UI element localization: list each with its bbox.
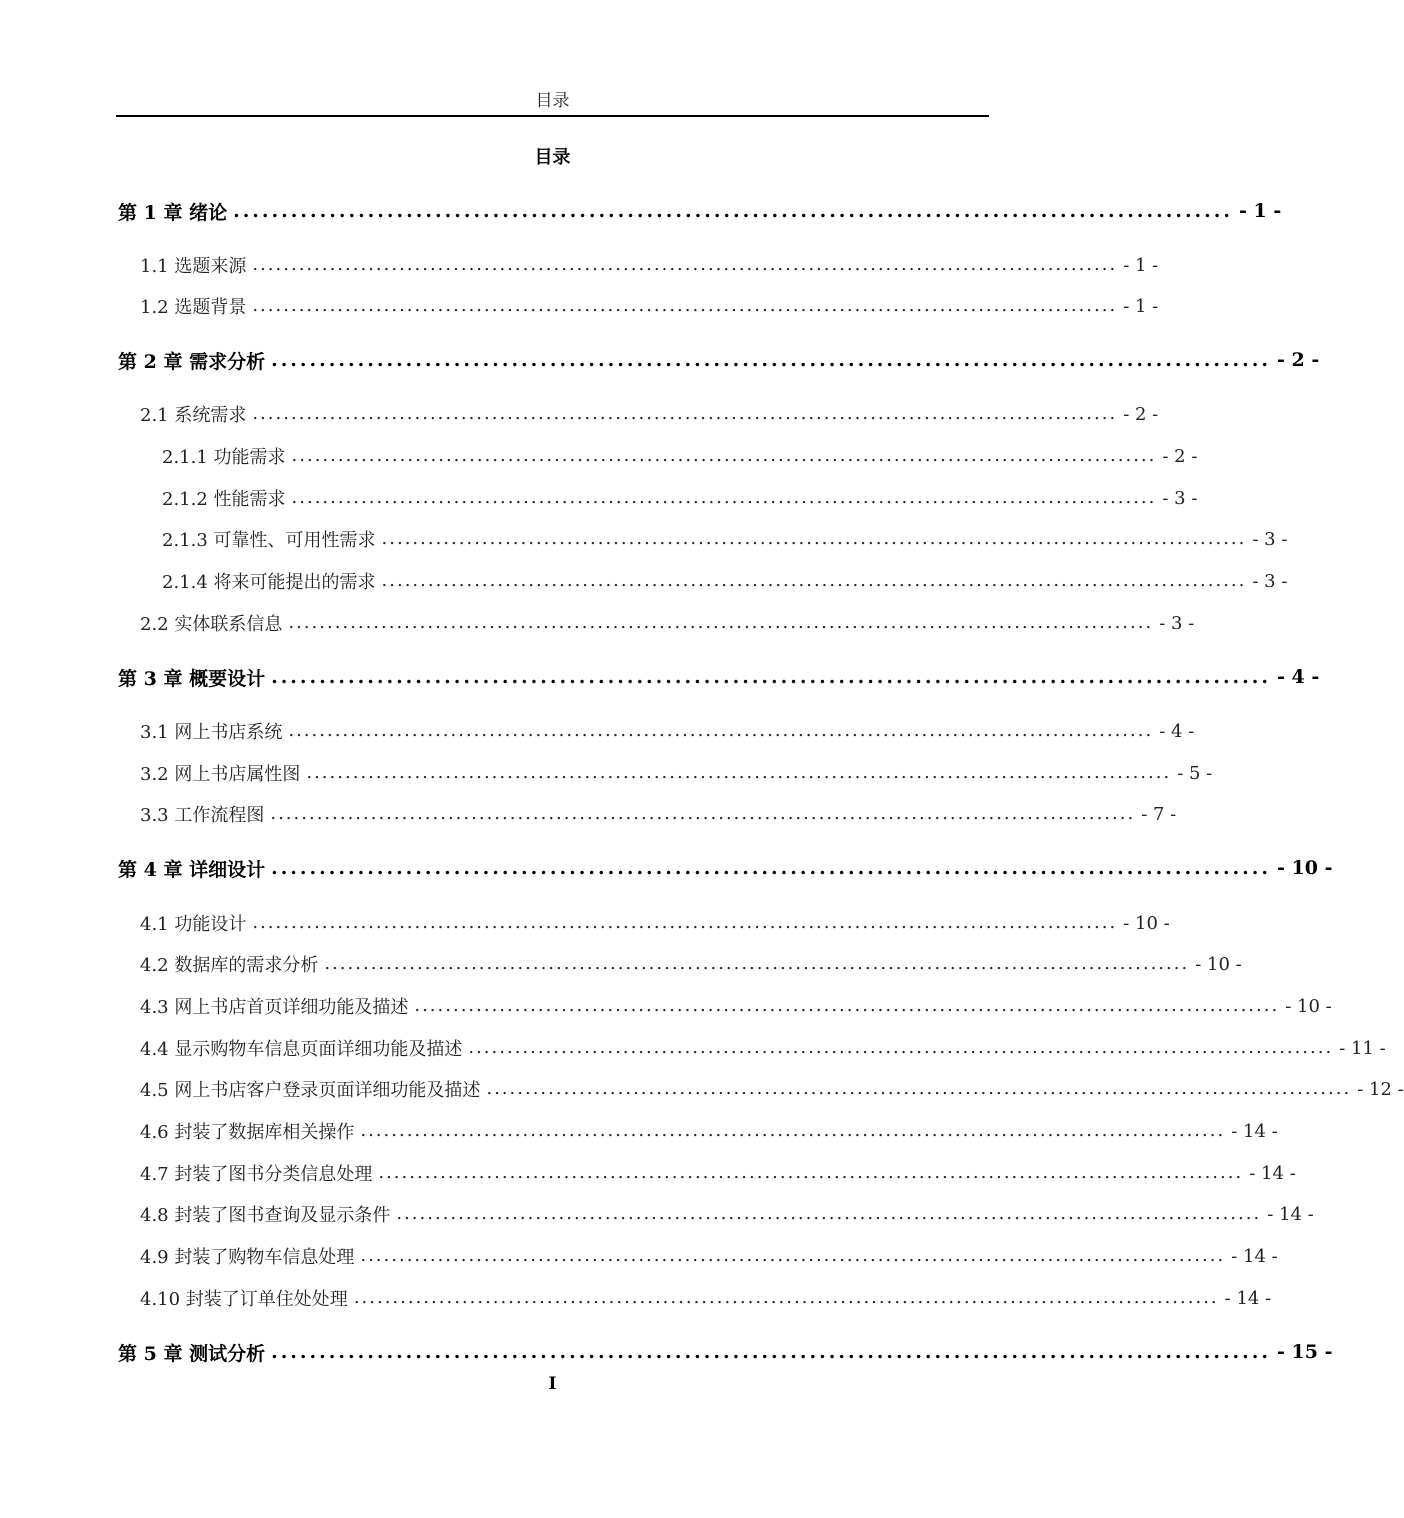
toc-entry-label: 4.1 功能设计 xyxy=(140,914,247,935)
dot-leader: ................................................................................................................ xyxy=(378,1162,1244,1183)
toc-entry-chapter-1[interactable] xyxy=(118,196,1282,226)
toc-entry-page: - 7 - xyxy=(1141,803,1177,825)
dot-leader: ................................................................................................................ xyxy=(353,1287,1219,1308)
dot-leader: ................................................................................................................ xyxy=(396,1203,1262,1224)
toc-entry-label: 4.5 网上书店客户登录页面详细功能及描述 xyxy=(140,1080,481,1101)
toc-entry-page: - 10 - xyxy=(1195,953,1242,975)
dot-leader: ................................................................................................................ xyxy=(252,254,1118,275)
toc-entry-label: 4.6 封装了数据库相关操作 xyxy=(140,1122,355,1143)
toc-entry-chapter-2[interactable] xyxy=(118,345,1320,375)
toc-entry-label: 第 2 章 需求分析 xyxy=(118,350,266,373)
toc-entry-label: 4.8 封装了图书查询及显示条件 xyxy=(140,1205,391,1226)
dot-leader: ................................................................................................................ xyxy=(288,612,1154,633)
toc-entry-page: - 1 - xyxy=(1123,254,1159,276)
toc-entry-page: - 10 - xyxy=(1123,912,1170,934)
toc-entry-section-1-1[interactable] xyxy=(140,250,1159,280)
toc-entry-label: 第 1 章 绪论 xyxy=(118,201,228,224)
toc-entry-label: 第 4 章 详细设计 xyxy=(118,858,266,881)
dot-leader: ................................................................................................................ xyxy=(360,1245,1226,1266)
toc-entry-label: 第 3 章 概要设计 xyxy=(118,667,266,690)
dot-leader: ................................................................................................................ xyxy=(291,487,1157,508)
toc-entry-page: - 14 - xyxy=(1231,1120,1278,1142)
toc-entry-section-3-2[interactable] xyxy=(140,758,1213,788)
toc-entry-section-4-4[interactable] xyxy=(140,1033,1386,1063)
dot-leader: ................................................................................................................ xyxy=(252,912,1118,933)
toc-entry-page: - 2 - xyxy=(1123,403,1159,425)
dot-leader: ................................................................................................................ xyxy=(486,1078,1352,1099)
dot-leader: ........................................................................................................ xyxy=(271,666,1272,688)
toc-entry-section-4-8[interactable] xyxy=(140,1199,1314,1229)
toc-title: 目录 xyxy=(534,147,571,168)
toc-entry-section-2-1-1[interactable] xyxy=(162,441,1198,471)
toc-entry-page: - 14 - xyxy=(1249,1162,1296,1184)
toc-entry-label: 2.1 系统需求 xyxy=(140,405,247,426)
dot-leader: ................................................................................................................ xyxy=(252,403,1118,424)
toc-entry-label: 4.2 数据库的需求分析 xyxy=(140,955,319,976)
dot-leader: ................................................................................................................ xyxy=(306,762,1172,783)
dot-leader: ................................................................................................................ xyxy=(360,1120,1226,1141)
toc-entry-label: 4.3 网上书店首页详细功能及描述 xyxy=(140,997,409,1018)
dot-leader: ................................................................................................................ xyxy=(468,1037,1334,1058)
toc-entry-section-2-1-3[interactable] xyxy=(162,524,1288,554)
toc-entry-page: - 1 - xyxy=(1123,295,1159,317)
toc-entry-page: - 2 - xyxy=(1162,445,1198,467)
toc-entry-page: - 5 - xyxy=(1177,762,1213,784)
toc-entry-page: - 14 - xyxy=(1267,1203,1314,1225)
toc-entry-section-3-1[interactable] xyxy=(140,716,1195,746)
toc-entry-page: - 12 - xyxy=(1357,1078,1404,1100)
toc-entry-label: 第 5 章 测试分析 xyxy=(118,1342,266,1365)
toc-entry-section-2-1-2[interactable] xyxy=(162,483,1198,513)
toc-entry-label: 2.1.1 功能需求 xyxy=(162,447,286,468)
toc-entry-label: 4.4 显示购物车信息页面详细功能及描述 xyxy=(140,1039,463,1060)
toc-entry-label: 4.7 封装了图书分类信息处理 xyxy=(140,1164,373,1185)
toc-entry-page: - 2 - xyxy=(1277,349,1320,371)
toc-entry-page: - 4 - xyxy=(1159,720,1195,742)
toc-entry-label: 2.1.4 将来可能提出的需求 xyxy=(162,572,376,593)
dot-leader: ........................................................................................................ xyxy=(271,349,1272,371)
toc-entry-label: 4.9 封装了购物车信息处理 xyxy=(140,1247,355,1268)
toc-entry-page: - 14 - xyxy=(1231,1245,1278,1267)
dot-leader: ........................................................................................................ xyxy=(271,1341,1272,1363)
toc-entry-page: - 3 - xyxy=(1159,612,1195,634)
dot-leader: ........................................................................................................ xyxy=(271,857,1272,879)
toc-entry-section-3-3[interactable] xyxy=(140,799,1177,829)
toc-entry-page: - 15 - xyxy=(1277,1341,1333,1363)
toc-entry-section-4-6[interactable] xyxy=(140,1116,1278,1146)
toc-entry-chapter-3[interactable] xyxy=(118,662,1320,692)
toc-entry-label: 1.2 选题背景 xyxy=(140,297,247,318)
toc-entry-section-4-1[interactable] xyxy=(140,908,1170,938)
dot-leader: ................................................................................................................ xyxy=(291,445,1157,466)
toc-entry-label: 4.10 封装了订单住处处理 xyxy=(140,1289,348,1310)
toc-entry-label: 3.2 网上书店属性图 xyxy=(140,764,301,785)
toc-entry-label: 1.1 选题来源 xyxy=(140,256,247,277)
toc-entry-page: - 4 - xyxy=(1277,666,1320,688)
dot-leader: ................................................................................................................ xyxy=(252,295,1118,316)
dot-leader: ........................................................................................................ xyxy=(233,200,1234,222)
toc-entry-section-4-7[interactable] xyxy=(140,1158,1296,1188)
toc-entry-page: - 3 - xyxy=(1252,528,1288,550)
page-number: I xyxy=(548,1374,557,1394)
toc-entry-section-4-5[interactable] xyxy=(140,1074,1404,1104)
toc-entry-page: - 14 - xyxy=(1224,1287,1272,1309)
toc-entry-section-1-2[interactable] xyxy=(140,291,1159,321)
dot-leader: ................................................................................................................ xyxy=(414,995,1280,1016)
dot-leader: ................................................................................................................ xyxy=(270,803,1136,824)
toc-entry-label: 2.2 实体联系信息 xyxy=(140,614,283,635)
toc-entry-label: 2.1.3 可靠性、可用性需求 xyxy=(162,530,376,551)
toc-entry-label: 3.1 网上书店系统 xyxy=(140,722,283,743)
toc-entry-page: - 10 - xyxy=(1277,857,1333,879)
toc-entry-section-2-1[interactable] xyxy=(140,399,1159,429)
toc-entry-page: - 1 - xyxy=(1239,200,1282,222)
dot-leader: ................................................................................................................ xyxy=(381,528,1247,549)
toc-entry-section-4-3[interactable] xyxy=(140,991,1332,1021)
toc-entry-section-2-1-4[interactable] xyxy=(162,566,1288,596)
toc-entry-section-2-2[interactable] xyxy=(140,608,1195,638)
toc-entry-page: - 3 - xyxy=(1162,487,1198,509)
toc-entry-section-4-2[interactable] xyxy=(140,949,1242,979)
toc-entry-page: - 11 - xyxy=(1339,1037,1386,1059)
toc-entry-page: - 10 - xyxy=(1285,995,1332,1017)
toc-entry-label: 3.3 工作流程图 xyxy=(140,805,265,826)
toc-entry-chapter-5[interactable] xyxy=(118,1337,1333,1367)
toc-entry-label: 2.1.2 性能需求 xyxy=(162,489,286,510)
dot-leader: ................................................................................................................ xyxy=(288,720,1154,741)
toc-entry-chapter-4[interactable] xyxy=(118,853,1333,883)
dot-leader: ................................................................................................................ xyxy=(324,953,1190,974)
toc-entry-page: - 3 - xyxy=(1252,570,1288,592)
running-header: 目录 xyxy=(116,88,989,117)
toc-entry-section-4-10[interactable] xyxy=(140,1283,1272,1313)
toc-entry-section-4-9[interactable] xyxy=(140,1241,1278,1271)
dot-leader: ................................................................................................................ xyxy=(381,570,1247,591)
